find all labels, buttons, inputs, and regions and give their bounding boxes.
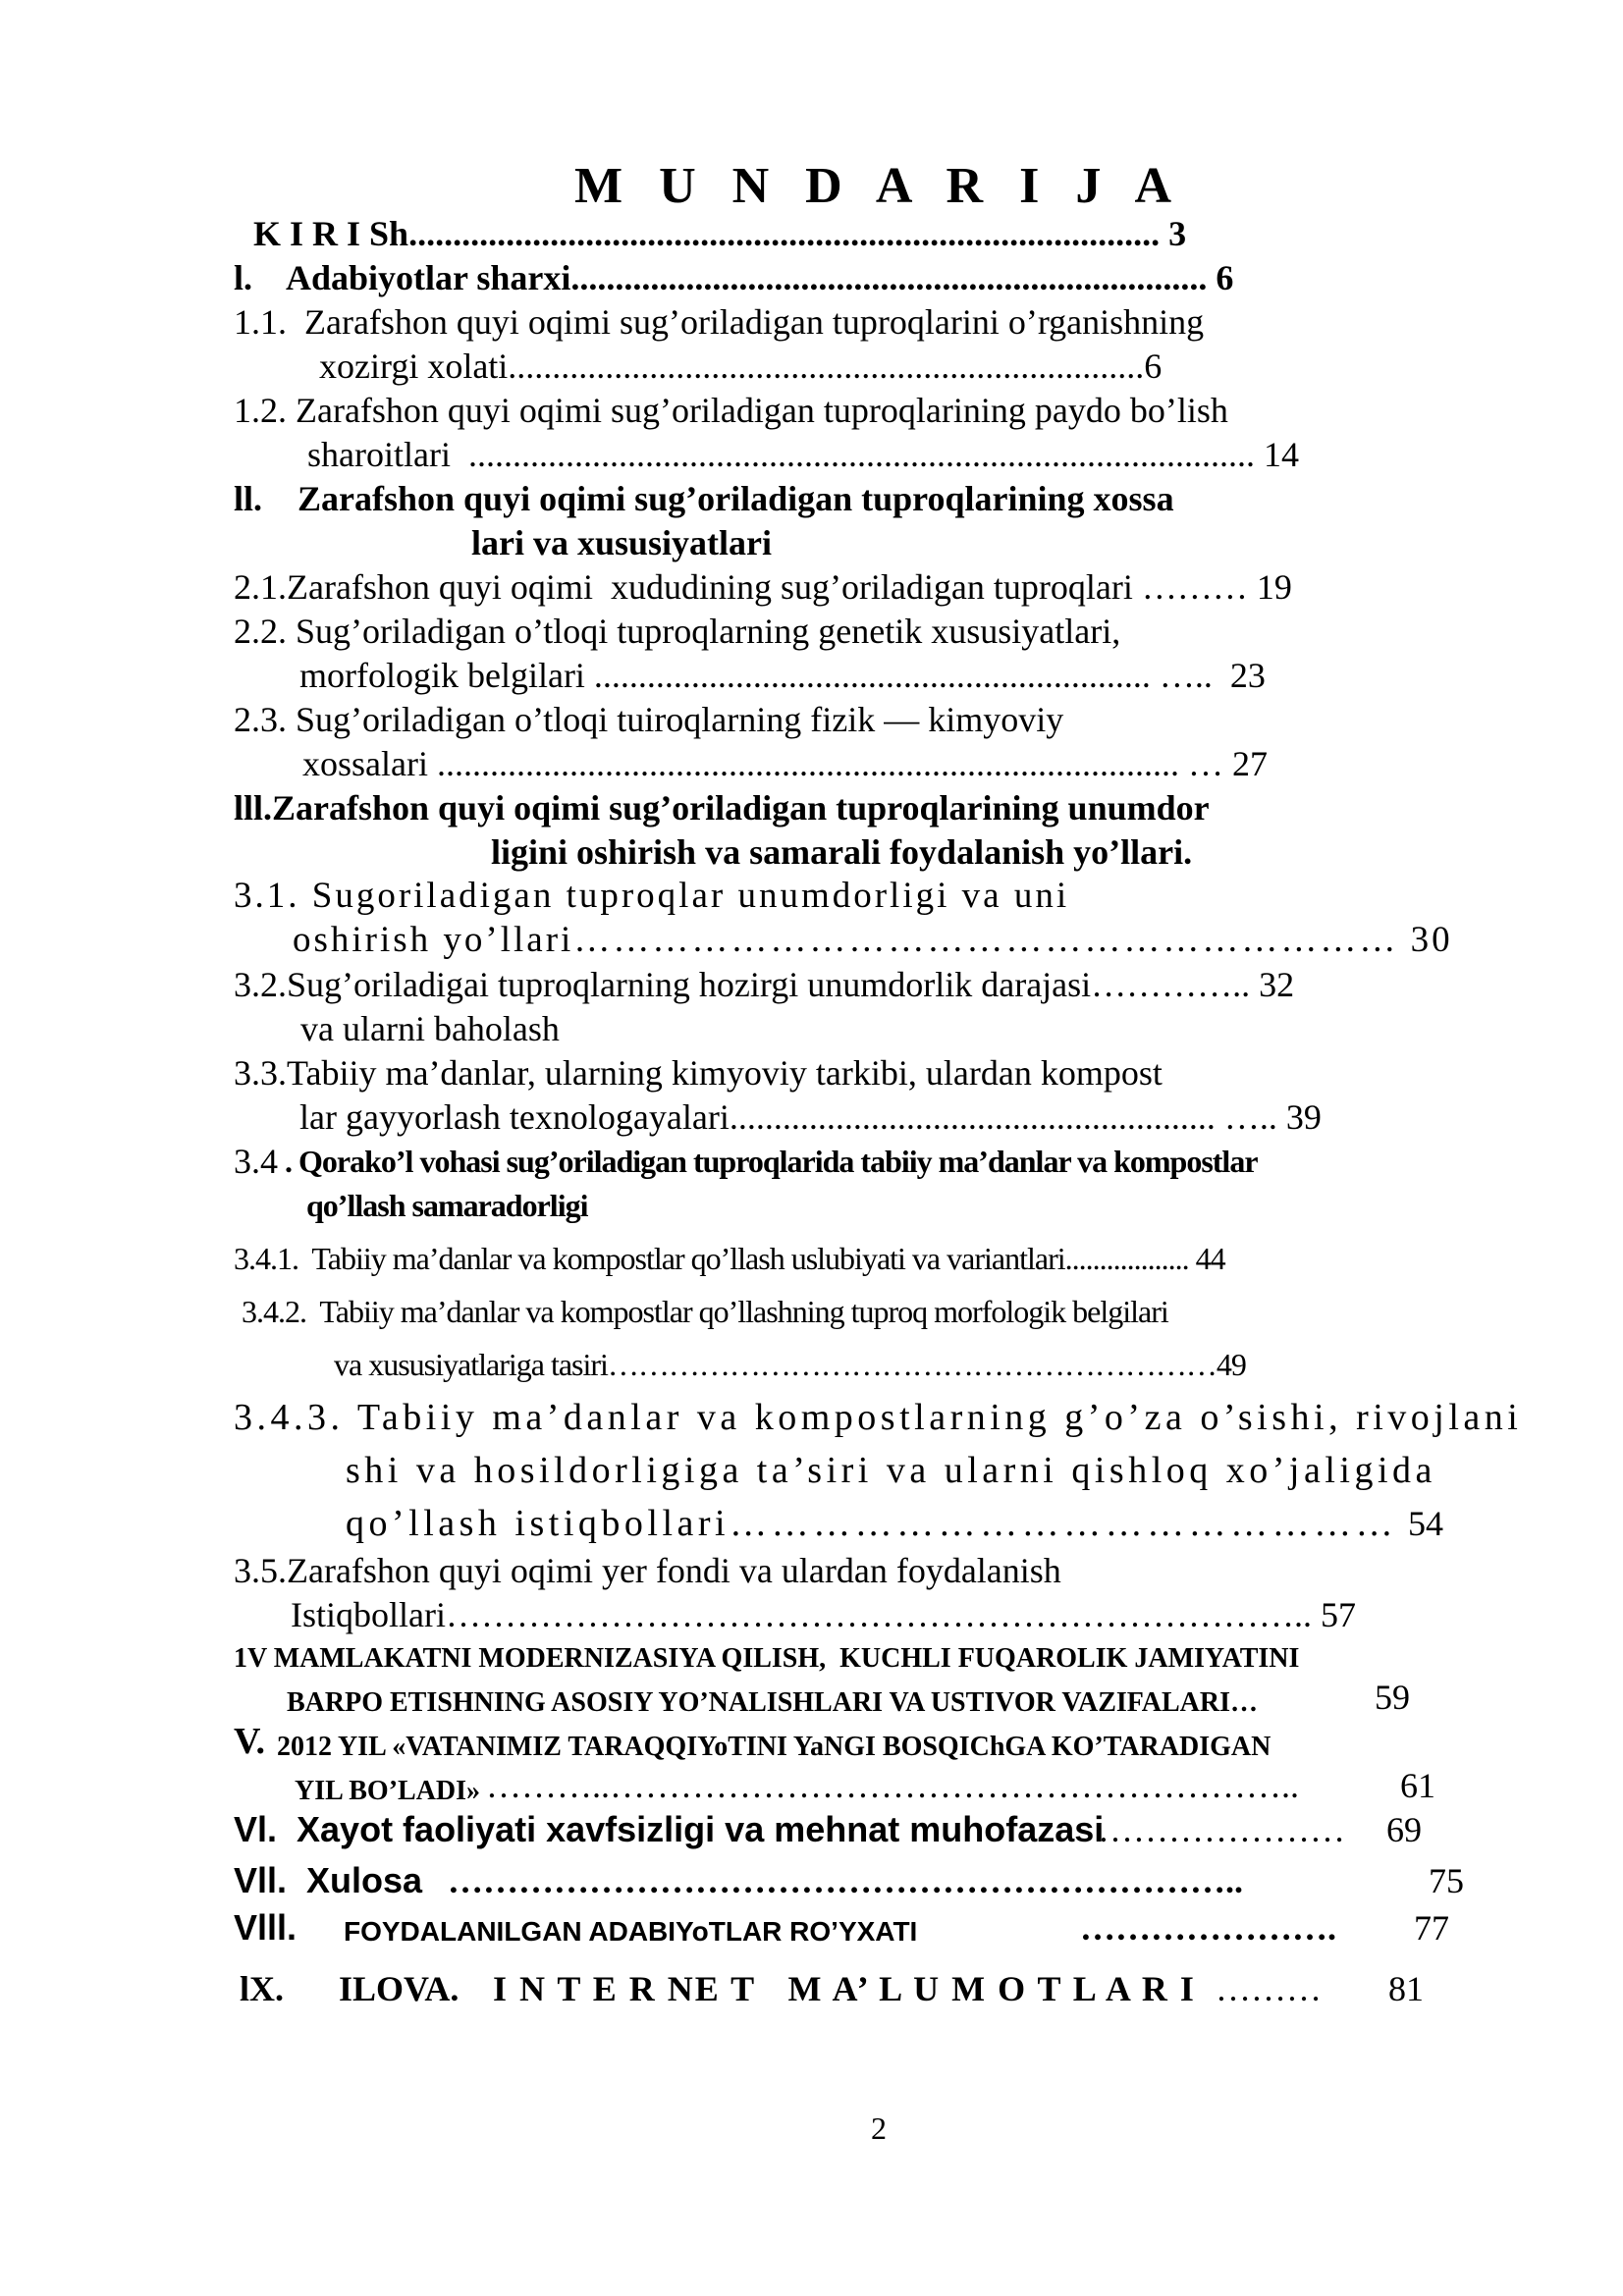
toc-entry-3-4-1: 3.4.1. Tabiiy ma’danlar va kompostlar qo’llash uslubiyati va variantlari.................. 44 — [234, 1241, 1225, 1276]
toc-page-chapter-6: 69 — [1386, 1810, 1422, 1849]
toc-entry-chapter-4-cont: BARPO ETISHNING ASOSIY YO’NALISHLARI VA USTIVOR VAZIFALARI… — [287, 1687, 1259, 1718]
toc-number-chapter-5: V. — [234, 1721, 266, 1762]
toc-entry-chapter-5-cont: YIL BO’LADI» — [295, 1776, 481, 1806]
toc-entry-chapter-9: ILOVA. — [339, 1969, 460, 2008]
toc-entry-chapter-2-cont: lari va xususiyatlari — [471, 523, 773, 562]
toc-entry-1-1: 1.1. Zarafshon quyi oqimi sug’oriladigan tuproqlarini o’rganishning — [234, 302, 1205, 342]
toc-entry-2-2-cont: morfologik belgilari ............................................................... ….. 23 — [299, 656, 1266, 695]
toc-entry-3-4-3-cont2: qo’llash istiqbollari………………………………………… — [346, 1503, 1398, 1544]
toc-entry-1-2-cont: sharoitlari ......................................................................................... 14 — [307, 435, 1299, 474]
toc-page-3-4-3: 54 — [1408, 1504, 1443, 1543]
toc-entry-kirish: K I R I Sh..................................................................................... 3 — [253, 214, 1187, 253]
toc-entry-3-4: . Qorako’l vohasi sug’oriladigan tuproqlarida tabiiy ma’danlar va kompostlar — [285, 1144, 1258, 1179]
toc-entry-chapter-6: Vl. Xayot faoliyati xavfsizligi va mehnat muhofazasi — [234, 1809, 1105, 1849]
toc-entry-chapter-7: Vll. Xulosa — [234, 1860, 423, 1900]
toc-entry-chapter-2: ll. Zarafshon quyi oqimi sug’oriladigan tuproqlarining xossa — [234, 479, 1174, 518]
toc-page-chapter-8: 77 — [1414, 1908, 1449, 1948]
page-title: M U N D A R I J A — [573, 158, 1184, 214]
page-number: 2 — [871, 2110, 887, 2146]
toc-entry-chapter-4: 1V MAMLAKATNI MODERNIZASIYA QILISH, KUCHLI FUQAROLIK JAMIYATINI — [234, 1643, 1300, 1674]
toc-entry-3-1: 3.1. Sugoriladigan tuproqlar unumdorligi va uni — [234, 876, 1070, 916]
toc-entry-chapter-3-cont: ligini oshirish va samarali foydalanish yo’llari. — [491, 832, 1193, 872]
toc-entry-1-2: 1.2. Zarafshon quyi oqimi sug’oriladigan tuproqlarining paydo bo’lish — [234, 391, 1228, 430]
toc-entry-3-5-cont: Istiqbollari……………………………………………………………….. 57 — [291, 1595, 1356, 1634]
toc-number-chapter-9: lX. — [240, 1969, 284, 2008]
toc-entry-3-2: 3.2.Sug’oriladigai tuproqlarning hozirgi unumdorlik darajasi………….. 32 — [234, 965, 1295, 1004]
toc-entry-3-3: 3.3.Tabiiy ma’danlar, ularning kimyoviy tarkibi, ulardan kompost — [234, 1053, 1163, 1093]
toc-entry-2-1: 2.1.Zarafshon quyi oqimi xududining sug’oriladigan tuproqlari ……… 19 — [234, 567, 1292, 607]
toc-entry-2-3: 2.3. Sug’oriladigan o’tloqi tuiroqlarning fizik — kimyoviy — [234, 700, 1064, 739]
toc-entry-3-4-number: 3.4 — [234, 1142, 278, 1181]
toc-entry-3-1-cont: oshirish yo’llari……………………………………………………… 30 — [293, 920, 1453, 960]
toc-entry-2-2: 2.2. Sug’oriladigan o’tloqi tuproqlarning genetik xususiyatlari, — [234, 612, 1121, 651]
toc-leader-chapter-9: ……… — [1216, 1969, 1322, 2008]
toc-entry-3-4-3: 3.4.3. Tabiiy ma’danlar va kompostlarning g’o’za o’sishi, rivojlani — [234, 1397, 1523, 1438]
toc-number-chapter-8: Vlll. — [234, 1907, 298, 1948]
toc-entry-3-4-3-cont: shi va hosildorligiga ta’siri va ularni qishloq xo’jaligida — [346, 1450, 1436, 1491]
toc-leader-chapter-5: ………..………………………………………………….. — [486, 1766, 1299, 1805]
toc-entry-chapter-5: 2012 YIL «VATANIMIZ TARAQQIYoTINI YaNGI BOSQIChGA KO’TARADIGAN — [277, 1732, 1271, 1762]
toc-page-chapter-7: 75 — [1429, 1861, 1464, 1900]
toc-leader-chapter-7: ………………………………………………………….. — [448, 1861, 1243, 1900]
toc-entry-3-2-cont: va ularni baholash — [300, 1009, 560, 1048]
toc-entry-2-3-cont: xossalari .................................................................................... … 27 — [302, 744, 1268, 783]
toc-entry-chapter-8: FOYDALANILGAN ADABIYoTLAR RO’YXATI — [344, 1916, 918, 1947]
toc-leader-chapter-6: ………………… — [1098, 1810, 1345, 1849]
toc-entry-3-4-2: 3.4.2. Tabiiy ma’danlar va kompostlar qo’llashning tuproq morfologik belgilari — [242, 1294, 1168, 1329]
toc-entry-chapter-1: l. Adabiyotlar sharxi........................................................................ 6 — [234, 258, 1234, 297]
toc-page-chapter-9: 81 — [1388, 1969, 1424, 2008]
toc-page-chapter-5: 61 — [1400, 1766, 1435, 1805]
toc-page-chapter-4: 59 — [1375, 1678, 1410, 1717]
toc-entry-1-1-cont: xozirgi xolati........................................................................6 — [319, 347, 1163, 386]
toc-entry-3-4-cont: qo’llash samaradorligi — [306, 1188, 588, 1223]
toc-entry-chapter-9-title: I N T E R NE T M A’ L U M O T L A R I — [493, 1969, 1196, 2008]
toc-leader-chapter-8: …………………. — [1080, 1908, 1336, 1948]
toc-entry-3-5: 3.5.Zarafshon quyi oqimi yer fondi va ulardan foydalanish — [234, 1551, 1061, 1590]
toc-entry-3-3-cont: lar gayyorlash texnologayalari....................................................... ….. 39 — [299, 1097, 1322, 1137]
toc-entry-3-4-2-cont: va xususiyatlariga tasiri……………………………………………………49 — [334, 1347, 1246, 1382]
toc-entry-chapter-3: lll.Zarafshon quyi oqimi sug’oriladigan tuproqlarining unumdor — [234, 788, 1210, 828]
